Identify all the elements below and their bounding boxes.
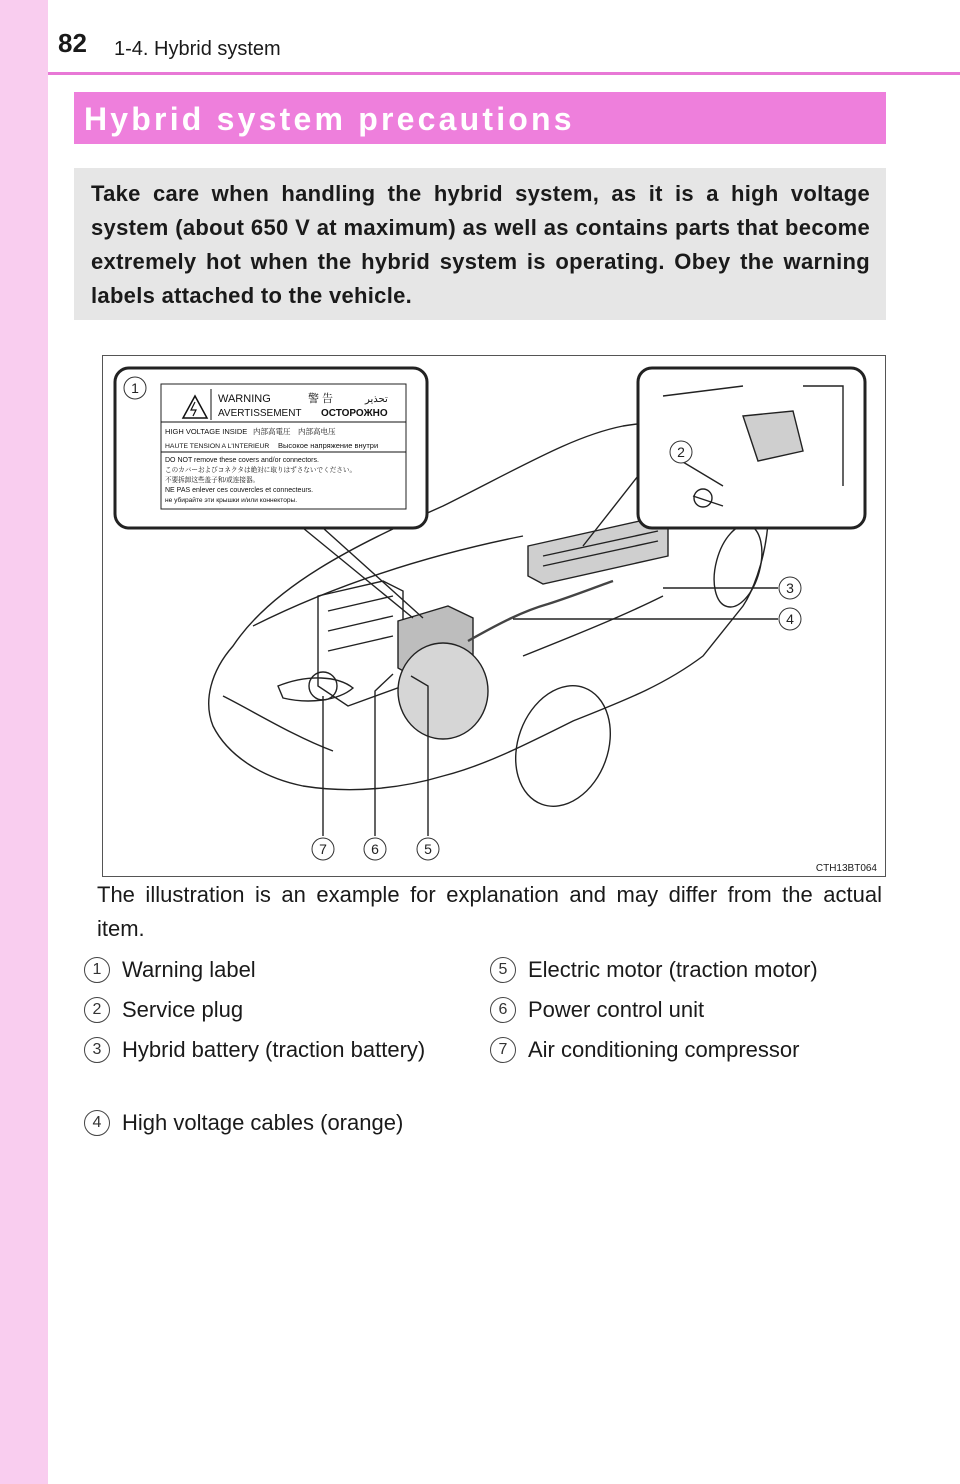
label-cjk-warning: 警 告	[308, 393, 334, 405]
legend-number-4: 4	[84, 1110, 110, 1136]
label-do-not-remove: DO NOT remove these covers and/or connectors.	[165, 457, 319, 464]
legend-number-7: 7	[490, 1037, 516, 1063]
high-voltage-cables	[468, 581, 613, 641]
legend-text-4: High voltage cables (orange)	[122, 1110, 404, 1135]
callout-label-7: 7	[319, 841, 327, 857]
label-high-voltage-inside: HIGH VOLTAGE INSIDE	[165, 427, 248, 436]
label-warning: WARNING	[218, 393, 271, 405]
label-cn-high-voltage: 内部高电压	[298, 427, 336, 436]
callout-label-4: 4	[786, 611, 794, 627]
label-russian-warning: ОСТОРОЖНО	[321, 408, 388, 419]
rear-wheel	[706, 520, 770, 613]
front-wheel	[500, 672, 627, 819]
label-jp-instruction: このカバーおよびコネクタは絶対に取りはずさないでください。	[165, 467, 357, 474]
running-head: 1-4. Hybrid system	[114, 38, 281, 60]
legend-text-3: Hybrid battery (traction battery)	[122, 1037, 426, 1062]
legend-number-1: 1	[84, 957, 110, 983]
legend-text-7: Air conditioning compressor	[528, 1037, 800, 1062]
legend-number-6: 6	[490, 997, 516, 1023]
label-fr-instruction: NE PAS enlever ces couvercles et connecteurs.	[165, 487, 314, 494]
engine-detail	[328, 596, 393, 651]
callout-label-1: 1	[131, 380, 139, 396]
label-avertissement: AVERTISSEMENT	[218, 408, 302, 419]
section-title-bar	[74, 92, 886, 144]
callout-label-5: 5	[424, 841, 432, 857]
page-number: 82	[58, 28, 87, 58]
callout-label-2: 2	[677, 444, 685, 460]
leader-line-6	[375, 674, 393, 836]
hood-line	[253, 536, 523, 626]
side-tab-strip	[0, 0, 48, 1484]
warning-label	[161, 384, 406, 509]
figure-caption: The illustration is an example for explanation and may differ from the actual item.	[97, 882, 882, 941]
legend-text-5: Electric motor (traction motor)	[528, 957, 818, 982]
legend-text-6: Power control unit	[528, 997, 705, 1022]
label-jp-high-voltage: 内部高電圧	[253, 427, 291, 436]
leader-line-1	[303, 528, 423, 618]
summary-box	[74, 168, 886, 320]
legend-number-3: 3	[84, 1037, 110, 1063]
legend-text-1: Warning label	[122, 957, 256, 982]
ac-compressor	[309, 672, 337, 700]
callout-label-3: 3	[786, 580, 794, 596]
grille	[223, 696, 333, 751]
legend-number-2: 2	[84, 997, 110, 1023]
label-haute-tension: HAUTE TENSION A L'INTERIEUR	[165, 443, 270, 450]
legend-item-3	[84, 1033, 464, 1103]
legend-number-5: 5	[490, 957, 516, 983]
figure-code: CTH13BT064	[815, 863, 877, 874]
label-arabic-warning: تحذير	[365, 394, 388, 405]
legend-text-2: Service plug	[122, 997, 244, 1022]
hybrid-system-illustration	[102, 355, 886, 877]
electric-motor	[398, 643, 488, 739]
label-russian-voltage: Высокое напряжение внутри	[278, 441, 379, 450]
section-title: Hybrid system precautions	[84, 101, 575, 137]
summary-text: Take care when handling the hybrid system, as it is a high voltage system (about 650 V at maximum) as well as contains parts that become extremely hot when the hybrid system is operating. Obey the warning labels attached to the vehicle.	[91, 181, 870, 308]
label-ru-instruction: не убирайте эти крышки и/или коннекторы.	[165, 497, 298, 504]
label-cn-instruction: 不要拆卸这些盖子和/或连接器。	[165, 477, 260, 484]
illustration-drawing	[103, 356, 885, 876]
callout-label-6: 6	[371, 841, 379, 857]
header-rule	[48, 72, 960, 75]
